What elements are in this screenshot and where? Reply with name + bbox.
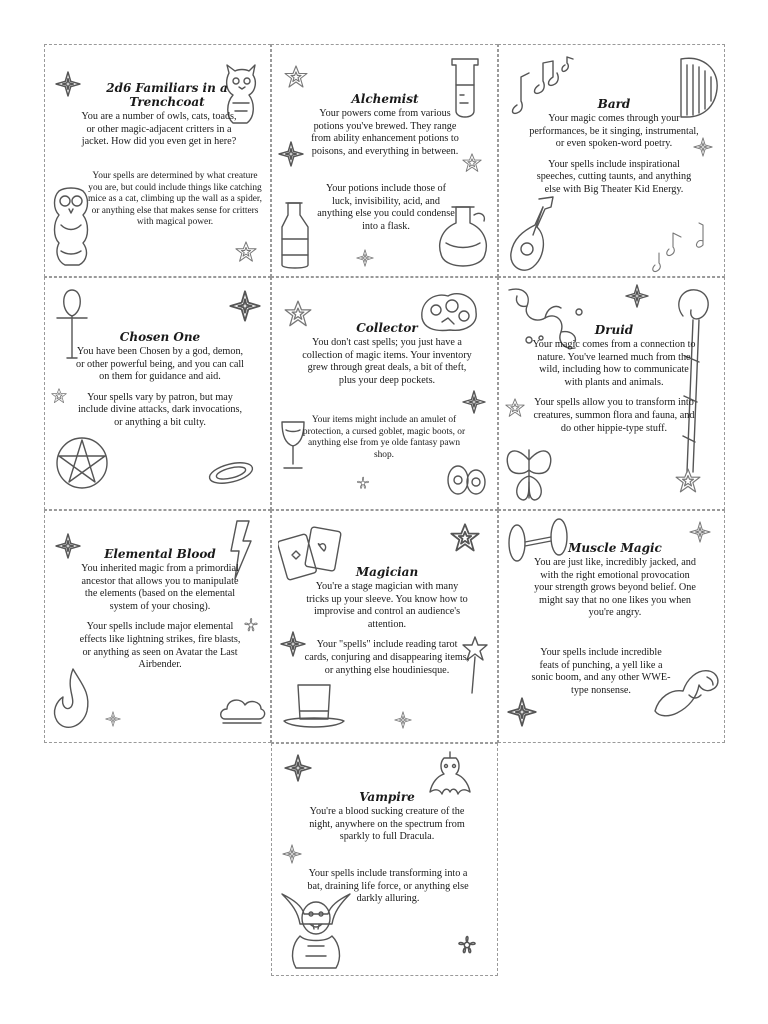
card-magician (271, 510, 498, 743)
flower-icon (454, 932, 480, 958)
card-title: Alchemist (351, 92, 419, 106)
card-description: You don't cast spells; you just have a collection of magic items. Your inventory grew through great deals, a bit of theft, plus your deep pockets. (302, 337, 472, 386)
card-description: You have been Chosen by a god, demon, or other powerful being, and you can call on them for guidance and aid. (75, 346, 245, 383)
star-icon (675, 468, 701, 494)
card-elemental-blood (44, 510, 271, 743)
sparkle-icon (284, 754, 312, 782)
card-title: Druid (594, 323, 634, 337)
butterfly-icon (503, 436, 555, 506)
sparkle-icon (356, 249, 374, 267)
sparkle-icon (55, 71, 81, 97)
card-vampire (271, 743, 498, 976)
card-description: You are just like, incredibly jacked, and with the right emotional provocation your strength grows beyond belief. One might say that no one likes you when you're angry. (534, 557, 696, 619)
card-spells: Your items might include an amulet of protection, a cursed goblet, magic boots, or anything else from ye olde fantasy pawn shop. (302, 415, 466, 460)
star-icon (51, 388, 67, 404)
star-icon (505, 398, 525, 418)
card-description: Your magic comes through your performances, be it singing, instrumental, or even spoken-word poetry. (529, 113, 699, 150)
sparkle-icon (280, 631, 306, 657)
top-hat-icon (282, 681, 346, 733)
card-description: You are a number of owls, cats, toads, or other magic-adjacent critters in a jacket. How did you even get in here? (81, 111, 237, 148)
sparkle-icon (625, 284, 649, 308)
card-spells: Your spells include inspirational speeches, cutting taunts, and anything else with Big Theater Kid Energy. (536, 158, 692, 195)
card-title: Magician (355, 565, 419, 579)
card-familiars (44, 44, 271, 277)
card-description: Your powers come from various potions you've brewed. They range from ability enhancement potions to poisons, and everything in between. (311, 108, 459, 157)
card-title: Elemental Blood (104, 547, 216, 561)
sparkle-icon (394, 711, 412, 729)
card-title: Muscle Magic (568, 541, 662, 555)
star-icon (450, 523, 480, 553)
card-spells: Your "spells" include reading tarot cards, conjuring and disappearing items, or anything else houdiniesque. (304, 639, 470, 676)
sparkle-icon (689, 521, 711, 543)
bottle-icon (276, 199, 314, 271)
card-spells: Your spells vary by patron, but may include divine attacks, dark invocations, or anything a bit culty. (77, 391, 243, 428)
sparkle-icon (229, 290, 261, 322)
card-title: Vampire (359, 790, 415, 804)
card-bard (498, 44, 725, 277)
pentagram-icon (53, 434, 111, 492)
sparkle-icon (278, 141, 304, 167)
card-spells: Your spells include major elemental effects like lightning strikes, fire blasts, or anything as seen on Avatar the Last Airbender. (79, 621, 241, 671)
sparkle-icon (282, 844, 302, 864)
card-spells: Your potions include those of luck, invisibility, acid, and anything else you could condense into a flask. (317, 183, 455, 232)
card-spells: Your spells include transforming into a bat, draining life force, or anything else darkly alluring. (307, 868, 469, 905)
card-description: You're a stage magician with many tricks up your sleeve. You know how to improvise and control an audience's attention. (306, 581, 468, 630)
halo-icon (205, 458, 257, 488)
card-spells: Your spells allow you to transform into creatures, summon flora and fauna, and do other hippie-type stuff. (533, 397, 695, 434)
card-spells: Your spells include incredible feats of punching, a yell like a sonic boom, and any other WWE-type nonsense. (531, 647, 671, 696)
sparkle-icon (105, 711, 121, 727)
star-icon (462, 153, 482, 173)
flower-icon (354, 474, 372, 492)
card-title: Bard (597, 97, 631, 111)
card-spells: Your spells are determined by what creature you are, but could include things like catching mice as a cat, climbing up the wall as a spider, or anything else that makes sense for critters with magical power. (87, 171, 263, 228)
star-icon (284, 65, 308, 89)
card-chosen-one (44, 277, 271, 510)
card-druid (498, 277, 725, 510)
card-description: You inherited magic from a primordial ancestor that allows you to manipulate the elements (based on the elemental system of your chosing). (81, 563, 239, 612)
music-notes-icon (649, 219, 709, 277)
card-title: 2d6 Familiars in a Trenchcoat (106, 81, 228, 109)
card-alchemist (271, 44, 498, 277)
cloud-icon (217, 691, 267, 725)
card-title: Chosen One (119, 330, 201, 344)
lute-icon (505, 195, 559, 273)
card-description: Your magic comes from a connection to nature. You've learned much from the wild, including how to communicate with plants and animals. (532, 339, 696, 388)
card-title: Collector (356, 321, 418, 335)
star-icon (235, 241, 257, 263)
card-muscle-magic (498, 510, 725, 743)
card-description: You're a blood sucking creature of the night, anywhere on the spectrum from sparkly to full Dracula. (309, 806, 465, 843)
card-collector (271, 277, 498, 510)
